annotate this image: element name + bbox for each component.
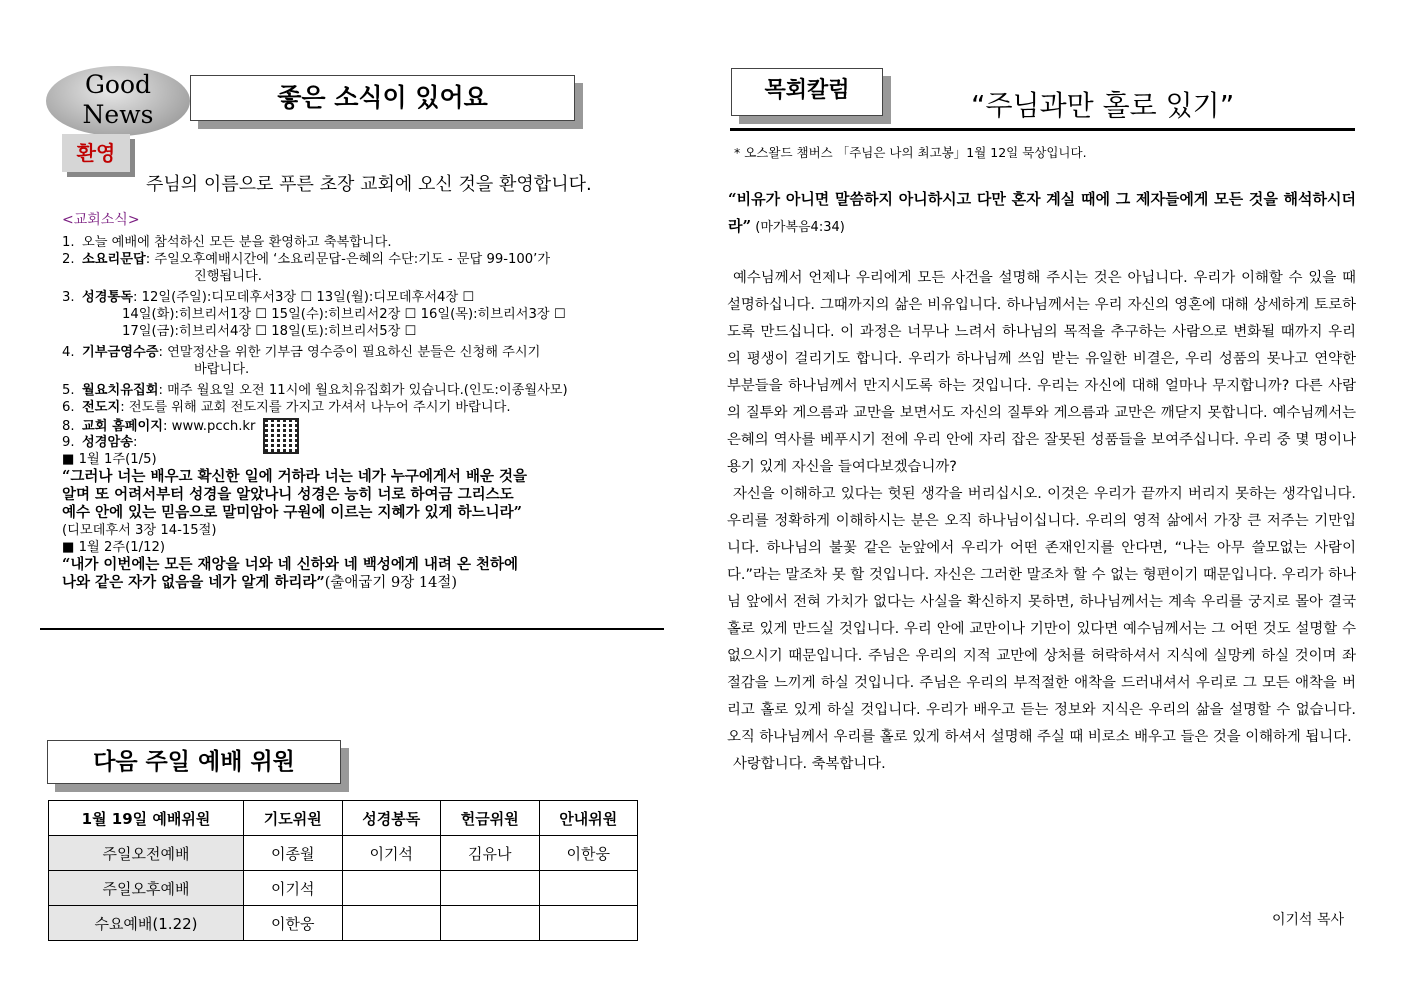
memory-verse-line: 예수 안에 있는 믿음으로 말미암아 구원에 이르는 지혜가 있게 하느니라”	[62, 504, 522, 521]
badge-line-1: Good	[84, 70, 152, 99]
table-header-cell: 안내위원	[539, 801, 638, 836]
table-cell	[441, 871, 540, 906]
signature: 이기석 목사	[1272, 912, 1345, 928]
news-item: 9. 성경암송 :	[62, 435, 138, 450]
news-item-cont: 17일(금):히브리서4장 ☐ 18일(토):히브리서5장 ☐	[122, 324, 417, 339]
news-item: 8. 교회 홈페이지 : www.pcch.kr	[62, 418, 682, 454]
table-cell: 주일오전예배	[49, 836, 244, 871]
scripture-text: “비유가 아니면 말씀하지 아니하시고 다만 혼자 계실 때에 그 제자들에게 모든 것을 해석하시더라”	[728, 190, 1356, 235]
news-item: 6. 전도지 : 전도를 위해 교회 전도지를 가지고 가셔서 나누어 주시기 바랍니다.	[62, 400, 511, 415]
memory-week-label: ■ 1월 2주(1/12)	[62, 540, 166, 555]
service-committee-title: 다음 주일 예배 위원	[47, 740, 341, 784]
memory-week-label: ■ 1월 1주(1/5)	[62, 452, 157, 467]
homepage-link[interactable]: : www.pcch.kr	[163, 419, 256, 434]
news-item-cont: 바랍니다.	[194, 362, 250, 377]
table-header-cell: 기도위원	[244, 801, 343, 836]
section-divider	[40, 628, 664, 630]
good-news-badge	[46, 66, 190, 136]
column-paragraph: 예수님께서 언제나 우리에게 모든 사건을 설명해 주시는 것은 아닙니다. 우리가 이해할 수 있을 때 설명하십니다. 그때까지의 삶은 비유입니다. 하나님께서는 우리 자신의 영혼에 대해 상세하게 토로하도록 만드십니다. 이 과정은 너무나 느려서 하나님의 목적을 추구하는 사람으로 변화될 때까지 우리의 평생이 걸리기도 합니다. 우리가 하나님께 쓰임 받는 유일한 비결은, 우리 성품의 못나고 연약한 부분들을 하나님께서 만지시도록 하는 것입니다. 우리는 자신에 대해 얼마나 무지합니까? 다른 사람의 질투와 게으름과 교만을 보면서도 자신의 질투와 게으름과 교만은 깨닫지 못합니다. 예수님께서는 은혜의 역사를 베푸시기 전에 우리 안에 자리 잡은 잘못된 성품들을 보여주십니다. 우리 중 몇 명이나 용기 있게 자신을 들여다보겠습니까?	[727, 270, 1356, 475]
badge-line-2: News	[82, 100, 154, 129]
column-paragraph: 사랑합니다. 축복합니다.	[733, 756, 886, 772]
news-item: 3. 성경통독 : 12일(주일):디모데후서3장 ☐ 13일(월):디모데후서4장 ☐	[62, 290, 475, 305]
table-cell: 이기석	[244, 871, 343, 906]
scripture-quote	[728, 186, 1356, 241]
table-cell	[539, 906, 638, 941]
table-cell: 김유나	[441, 836, 540, 871]
table-header-row	[49, 801, 638, 836]
qr-code-icon	[263, 418, 299, 454]
memory-verse-line: “그러나 너는 배우고 확신한 일에 거하라 너는 네가 누구에게서 배운 것을	[62, 468, 528, 485]
welcome-badge: 환영	[62, 134, 130, 172]
table-cell: 이한웅	[539, 836, 638, 871]
pastor-column-label: 목회칼럼	[731, 68, 883, 116]
news-item-cont: 14일(화):히브리서1장 ☐ 15일(수):히브리서2장 ☐ 16일(목):히브리서3장 ☐	[122, 307, 566, 322]
memory-verse-ref: (디모데후서 3장 14-15절)	[62, 523, 217, 538]
title-rule	[730, 128, 1355, 131]
news-item: 5. 월요치유집회 : 매주 월요일 오전 11시에 월요치유집회가 있습니다.(인도:이종월사모)	[62, 383, 568, 398]
table-row	[49, 836, 638, 871]
church-news-heading: <교회소식>	[62, 212, 140, 228]
column-title: “주님과만 홀로 있기”	[971, 89, 1235, 122]
scripture-ref: (마가복음4:34)	[751, 220, 845, 235]
church-news	[62, 212, 682, 592]
good-news-title: 좋은 소식이 있어요	[190, 75, 575, 121]
table-header-cell: 성경봉독	[342, 801, 441, 836]
table-cell: 주일오후예배	[49, 871, 244, 906]
memory-verse-line: 알며 또 어려서부터 성경을 알았나니 성경은 능히 너로 하여금 그리스도	[62, 486, 514, 503]
news-item: 2. 소요리문답 : 주일오후예배시간에 ‘소요리문답-은혜의 수단:기도 - 문답 99-100’가	[62, 252, 551, 267]
table-cell: 이한웅	[244, 906, 343, 941]
table-cell	[539, 871, 638, 906]
news-item-cont: 진행됩니다.	[194, 269, 262, 284]
table-cell: 수요예배(1.22)	[49, 906, 244, 941]
column-paragraph: 자신을 이해하고 있다는 헛된 생각을 버리십시오. 이것은 우리가 끝까지 버리지 못하는 생각입니다. 우리를 정확하게 이해하시는 분은 오직 하나님이십니다. 우리의 영적 삶에서 가장 큰 저주는 기만입니다. 하나님의 불꽃 같은 눈앞에서 우리가 어떤 존재인지를 안다면, “나는 아무 쓸모없는 사람이다.”라는 말조차 못 할 것입니다. 자신은 그러한 말조차 할 수 없는 형편이기 때문입니다. 우리가 하나님 앞에서 전혀 가치가 없다는 사실을 확신하지 못하면, 하나님께서는 계속 우리를 궁지로 몰아 결국 홀로 있게 만드실 것입니다. 우리 안에 교만이나 기만이 있다면 예수님께서는 그 어떤 것도 설명할 수 없으시기 때문입니다. 주님은 우리의 지적 교만에 상처를 허락하셔서 지식에 실망케 하실 것이며 좌절감을 느끼게 하실 것입니다. 주님은 우리의 부적절한 애착을 드러내셔서 우리로 그 모든 애착을 버리고 홀로 있게 하실 것입니다. 우리가 배우고 듣는 정보와 지식은 우리의 삶을 설명할 수 없습니다. 오직 하나님께서 우리를 홀로 있게 하셔서 설명해 주실 때 비로소 배우고 들은 것을 이해하게 됩니다.	[727, 486, 1356, 745]
table-cell	[342, 906, 441, 941]
table-header-cell: 헌금위원	[441, 801, 540, 836]
welcome-text: 주님의 이름으로 푸른 초장 교회에 오신 것을 환영합니다.	[146, 174, 592, 195]
memory-verse-ref: (출애굽기 9장 14절)	[324, 575, 457, 591]
column-body	[727, 265, 1356, 778]
memory-verse-line: 나와 같은 자가 없음을 네가 알게 하리라”(출애굽기 9장 14절)	[62, 574, 457, 591]
table-cell: 이종월	[244, 836, 343, 871]
table-cell	[342, 871, 441, 906]
table-cell	[441, 906, 540, 941]
memory-verse-line: “내가 이번에는 모든 재앙을 너와 네 신하와 네 백성에게 내려 온 천하에	[62, 556, 519, 573]
table-header-cell: 1월 19일 예배위원	[49, 801, 244, 836]
service-committee-table	[48, 800, 638, 941]
table-cell: 이기석	[342, 836, 441, 871]
table-row	[49, 871, 638, 906]
table-row	[49, 906, 638, 941]
news-item: 1. 오늘 예배에 참석하신 모든 분을 환영하고 축복합니다.	[62, 235, 392, 250]
source-note: * 오스왈드 챔버스 「주님은 나의 최고봉」1월 12일 묵상입니다.	[734, 145, 1087, 160]
news-item: 4. 기부금영수증 : 연말정산을 위한 기부금 영수증이 필요하신 분들은 신청해 주시기	[62, 345, 541, 360]
